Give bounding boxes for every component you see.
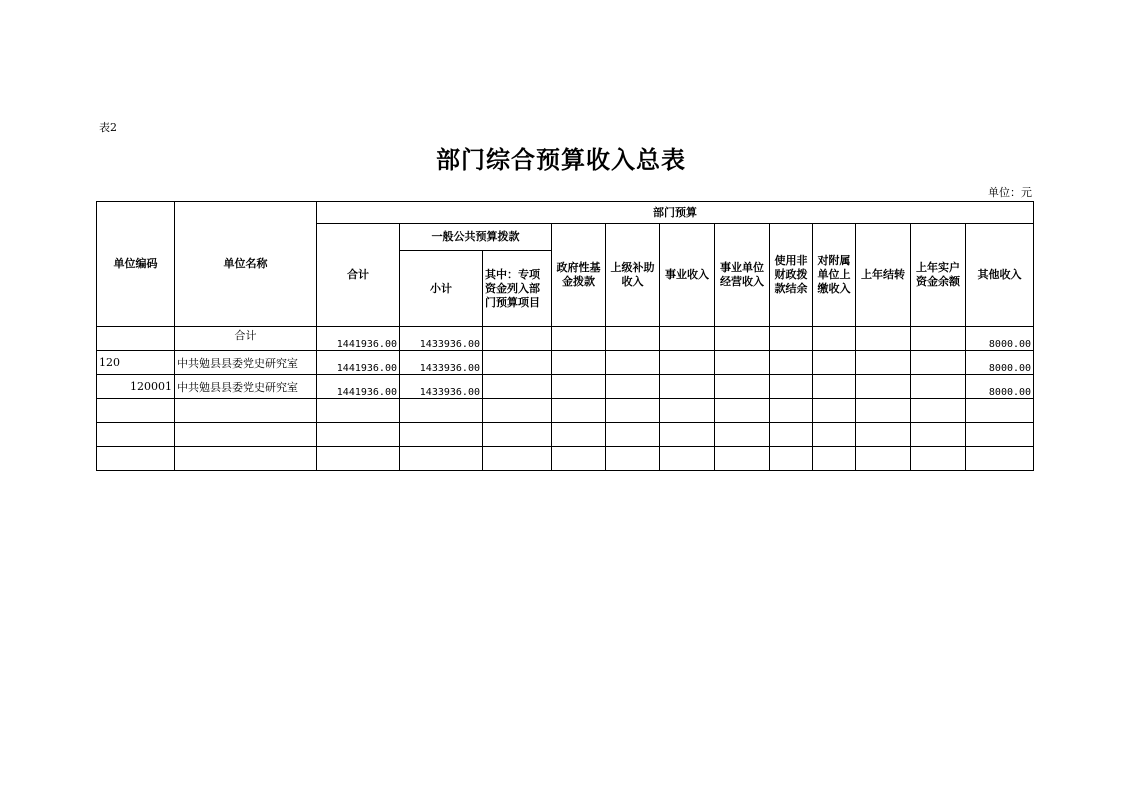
table-row [97, 375, 1034, 399]
header-gov-fund: 政府性基金拨款 [552, 224, 606, 327]
header-unit-code: 单位编码 [97, 202, 175, 327]
page-title: 部门综合预算收入总表 [436, 145, 686, 174]
header-non-fiscal-balance: 使用非财政拨款结余 [770, 224, 813, 327]
cell-other-income: 8000.00 [966, 327, 1034, 351]
cell-other-income: 8000.00 [966, 375, 1034, 399]
cell-name: 中共勉县县委党史研究室 [175, 375, 317, 399]
header-last-year-balance: 上年实户资金余额 [911, 224, 966, 327]
header-business-income: 事业收入 [660, 224, 715, 327]
header-unit-name: 单位名称 [175, 202, 317, 327]
header-last-year-carry: 上年结转 [856, 224, 911, 327]
cell-subtotal: 1433936.00 [400, 375, 483, 399]
table-row-total [97, 327, 1034, 351]
cell-name: 中共勉县县委党史研究室 [175, 351, 317, 375]
budget-income-table [96, 201, 1034, 471]
cell-code: 120001 [97, 375, 175, 399]
table-row-empty [97, 399, 1034, 423]
table-row-empty [97, 423, 1034, 447]
header-dept-budget: 部门预算 [317, 202, 1034, 224]
table-row [97, 351, 1034, 375]
cell-total: 1441936.00 [317, 351, 400, 375]
header-subtotal: 小计 [400, 251, 483, 327]
table-number: 表2 [99, 121, 117, 134]
cell-name: 合计 [175, 327, 317, 351]
cell-subtotal: 1433936.00 [400, 351, 483, 375]
table-row-empty [97, 447, 1034, 471]
header-total: 合计 [317, 224, 400, 327]
header-affiliated-income: 对附属单位上缴收入 [813, 224, 856, 327]
unit-label: 单位：元 [988, 186, 1032, 199]
header-operating-income: 事业单位经营收入 [715, 224, 770, 327]
cell-code: 120 [97, 351, 175, 375]
header-superior-subsidy: 上级补助收入 [606, 224, 660, 327]
cell-total: 1441936.00 [317, 327, 400, 351]
header-special-items: 其中：专项资金列入部门预算项目 [483, 251, 552, 327]
cell-total: 1441936.00 [317, 375, 400, 399]
cell-subtotal: 1433936.00 [400, 327, 483, 351]
cell-code [97, 327, 175, 351]
header-other-income: 其他收入 [966, 224, 1034, 327]
cell-other-income: 8000.00 [966, 351, 1034, 375]
header-general-public: 一般公共预算拨款 [400, 224, 552, 251]
